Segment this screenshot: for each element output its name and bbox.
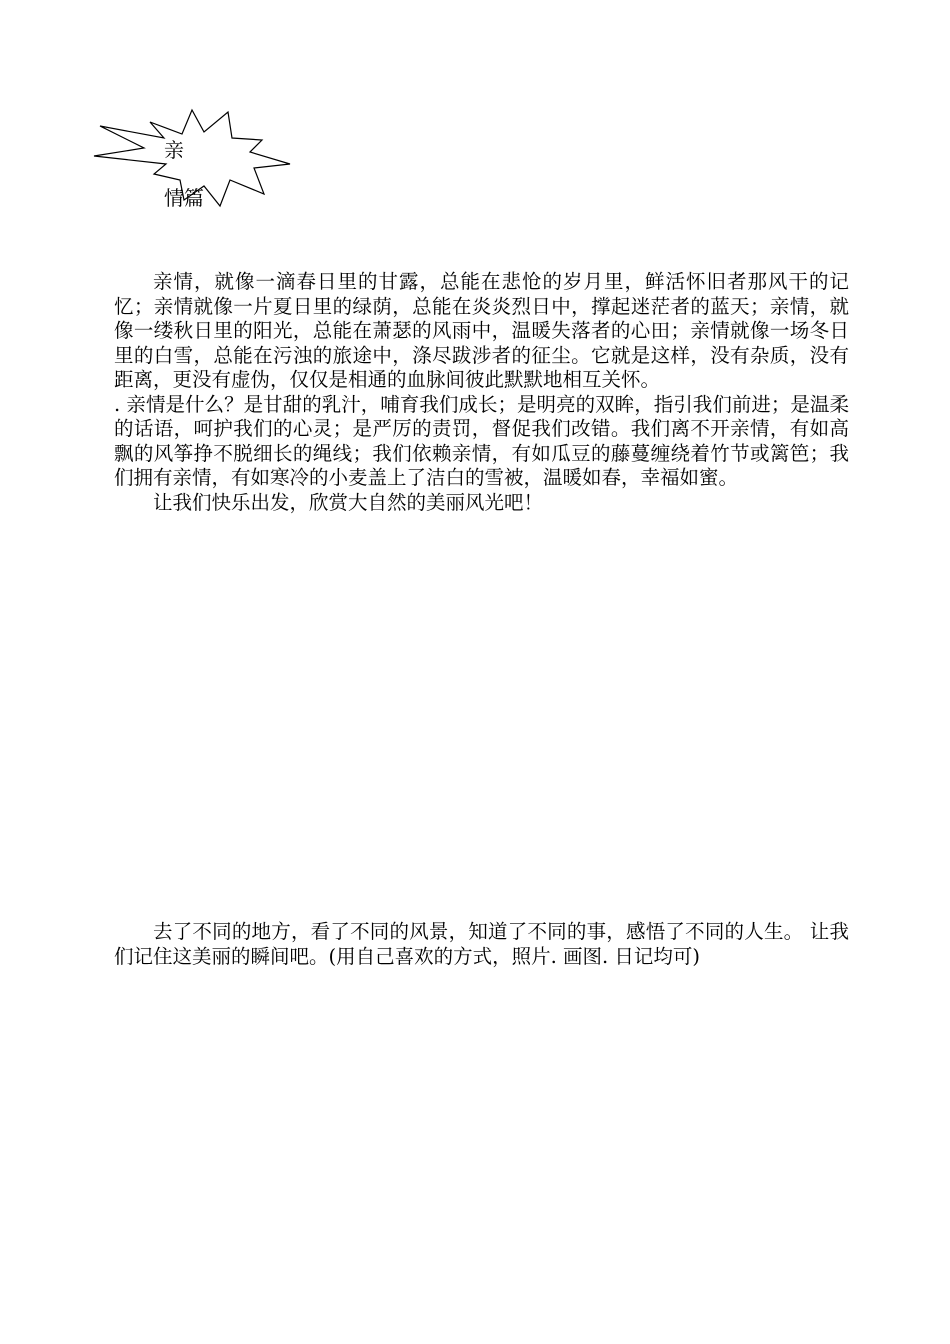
paragraph-set-out: 让我们快乐出发，欣赏大自然的美丽风光吧！ xyxy=(153,490,544,514)
paragraph-what-is-family-love: . 亲情是什么？是甘甜的乳汁，哺育我们成长；是明亮的双眸，指引我们前进；是温柔的话语，呵护我们的心灵；是严厉的责罚，督促我们改错。我们离不开亲情，有如高飘的风筝挣不脱细长的绳线；我们依赖亲情，有如瓜豆的藤蔓缠绕着竹节或篱笆；我们拥有亲情，有如寒冷的小麦盖上了洁白的雪被，温暖如春，幸福如蜜。 xyxy=(114,392,849,489)
title-line-2: 情篇 xyxy=(164,186,204,210)
title-line-1: 亲 xyxy=(164,138,184,162)
main-text-section xyxy=(114,270,849,515)
paragraph-remember-moments: 去了不同的地方，看了不同的风景，知道了不同的事，感悟了不同的人生。 让我们记住这美丽的瞬间吧。(用自己喜欢的方式，照片. 画图. 日记均可) xyxy=(114,920,849,968)
closing-text-section xyxy=(114,920,849,969)
paragraph-family-love: 亲情，就像一滴春日里的甘露，总能在悲怆的岁月里，鲜活怀旧者那风干的记忆；亲情就像一片夏日里的绿荫，总能在炎炎烈日中，撑起迷茫者的蓝天；亲情，就像一缕秋日里的阳光，总能在萧瑟的风雨中，温暖失落者的心田；亲情就像一场冬日里的白雪，总能在污浊的旅途中，涤尽跋涉者的征尘。它就是这样，没有杂质，没有距离，更没有虚伪，仅仅是相通的血脉间彼此默默地相互关怀。 xyxy=(114,270,849,391)
